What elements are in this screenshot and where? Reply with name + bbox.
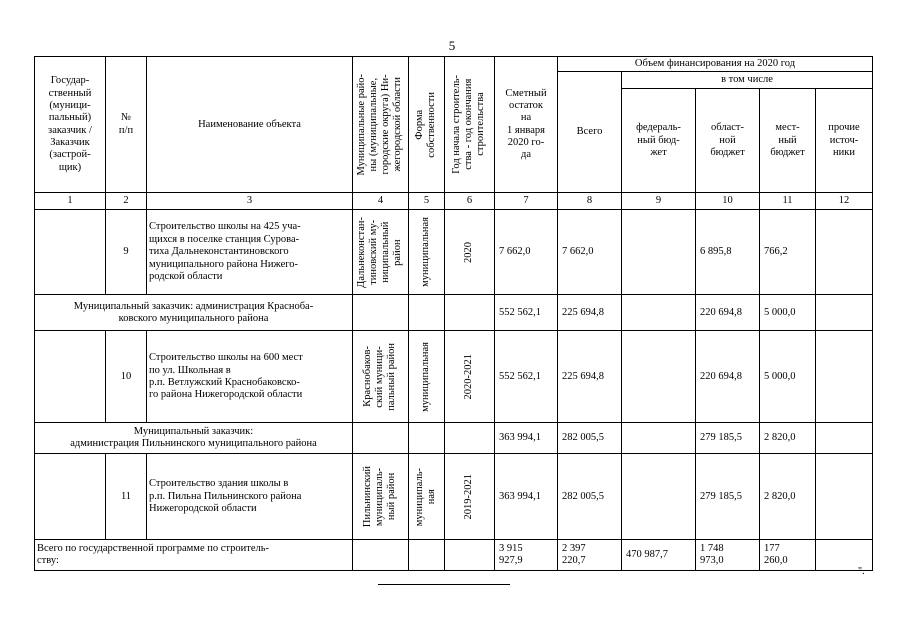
cell-ownership: муниципаль- ная xyxy=(409,454,445,540)
header-object-name: Наименование объекта xyxy=(147,57,353,193)
cell-estimate: 363 994,1 xyxy=(495,454,558,540)
subtotal-total: 282 005,5 xyxy=(558,423,622,454)
grand-total-total: 2 397 220,7 xyxy=(558,540,622,571)
col-index: 4 xyxy=(353,193,409,210)
cell-federal xyxy=(622,210,696,295)
cell-other xyxy=(816,210,873,295)
subtotal-label: Муниципальный заказчик: администрация Красноба- ковского муниципального района xyxy=(35,295,353,331)
cell-customer xyxy=(35,210,106,295)
cell-number: 10 xyxy=(106,331,147,423)
col-index: 6 xyxy=(445,193,495,210)
page-number: 5 xyxy=(448,38,456,53)
subtotal-estimate: 363 994,1 xyxy=(495,423,558,454)
subtotal-local: 2 820,0 xyxy=(760,423,816,454)
header-federal: федераль- ный бюд- жет xyxy=(622,89,696,193)
grand-total-row xyxy=(35,540,873,571)
column-index-row xyxy=(35,193,873,210)
col-index: 9 xyxy=(622,193,696,210)
grand-total-local: 177 260,0 xyxy=(760,540,816,571)
grand-total-federal: 470 987,7 xyxy=(622,540,696,571)
subtotal-estimate: 552 562,1 xyxy=(495,295,558,331)
grand-total-label: Всего по государственной программе по строитель- ству: xyxy=(35,540,353,571)
cell-ownership: муниципальная xyxy=(409,331,445,423)
header-number: № п/п xyxy=(106,57,147,193)
cell-total: 225 694,8 xyxy=(558,331,622,423)
cell-municipality: Пильнинский муниципаль- ный район xyxy=(353,454,409,540)
cell-estimate: 7 662,0 xyxy=(495,210,558,295)
cell-regional: 6 895,8 xyxy=(696,210,760,295)
col-index: 2 xyxy=(106,193,147,210)
grand-total-regional: 1 748 973,0 xyxy=(696,540,760,571)
col-index: 11 xyxy=(760,193,816,210)
col-index: 10 xyxy=(696,193,760,210)
header-regional: област- ной бюджет xyxy=(696,89,760,193)
cell-total: 7 662,0 xyxy=(558,210,622,295)
cell-municipality: Краснобаков- ский муници- пальный район xyxy=(353,331,409,423)
cell-other xyxy=(816,331,873,423)
table-row xyxy=(35,454,873,540)
cell-years: 2020 xyxy=(445,210,495,295)
subtotal-regional: 279 185,5 xyxy=(696,423,760,454)
header-customer: Государ- ственный (муници- пальный) заказчик / Заказчик (застрой- щик) xyxy=(35,57,106,193)
cell-customer xyxy=(35,454,106,540)
col-index: 5 xyxy=(409,193,445,210)
cell-object-name: Строительство школы на 600 мест по ул. Школьная в р.п. Ветлужский Краснобаковско- го района Нижегородской области xyxy=(147,331,353,423)
footer-rule xyxy=(378,584,510,585)
cell-estimate: 552 562,1 xyxy=(495,331,558,423)
header-years: Год начала строитель- ства - год окончания строительства xyxy=(445,57,495,193)
subtotal-regional: 220 694,8 xyxy=(696,295,760,331)
cell-municipality: Дальнеконстан- тиновский му- ниципальный район xyxy=(353,210,409,295)
cell-local: 766,2 xyxy=(760,210,816,295)
header-other: прочие источ- ники xyxy=(816,89,873,193)
cell-customer xyxy=(35,331,106,423)
subtotal-total: 225 694,8 xyxy=(558,295,622,331)
closing-quote-mark: ". xyxy=(858,566,865,577)
cell-local: 2 820,0 xyxy=(760,454,816,540)
grand-total-estimate: 3 915 927,9 xyxy=(495,540,558,571)
financing-table xyxy=(34,56,873,571)
header-local: мест- ный бюджет xyxy=(760,89,816,193)
cell-object-name: Строительство здания школы в р.п. Пильна Пильнинского района Нижегородской области xyxy=(147,454,353,540)
header-ownership: Форма собственности xyxy=(409,57,445,193)
col-index: 12 xyxy=(816,193,873,210)
cell-number: 11 xyxy=(106,454,147,540)
cell-ownership: муниципальная xyxy=(409,210,445,295)
header-including: в том числе xyxy=(622,72,873,89)
cell-years: 2019-2021 xyxy=(445,454,495,540)
cell-other xyxy=(816,454,873,540)
subtotal-row xyxy=(35,423,873,454)
cell-years: 2020-2021 xyxy=(445,331,495,423)
col-index: 7 xyxy=(495,193,558,210)
cell-regional: 220 694,8 xyxy=(696,331,760,423)
cell-regional: 279 185,5 xyxy=(696,454,760,540)
col-index: 8 xyxy=(558,193,622,210)
cell-local: 5 000,0 xyxy=(760,331,816,423)
subtotal-row xyxy=(35,295,873,331)
cell-federal xyxy=(622,454,696,540)
cell-object-name: Строительство школы на 425 уча- щихся в поселке станция Сурова- тиха Дальнеконстантиновского муниципального района Нижего- родской области xyxy=(147,210,353,295)
cell-total: 282 005,5 xyxy=(558,454,622,540)
header-total: Всего xyxy=(558,72,622,193)
cell-number: 9 xyxy=(106,210,147,295)
col-index: 3 xyxy=(147,193,353,210)
table-row xyxy=(35,331,873,423)
table-row xyxy=(35,210,873,295)
subtotal-label: Муниципальный заказчик: администрация Пильнинского муниципального района xyxy=(35,423,353,454)
header-funding-group: Объем финансирования на 2020 год xyxy=(558,57,873,72)
header-municipality: Муниципальные райо- ны (муниципальные, городские округа) Ни- жегородской области xyxy=(353,57,409,193)
subtotal-local: 5 000,0 xyxy=(760,295,816,331)
col-index: 1 xyxy=(35,193,106,210)
header-estimate: Сметный остаток на 1 января 2020 го- да xyxy=(495,57,558,193)
cell-federal xyxy=(622,331,696,423)
